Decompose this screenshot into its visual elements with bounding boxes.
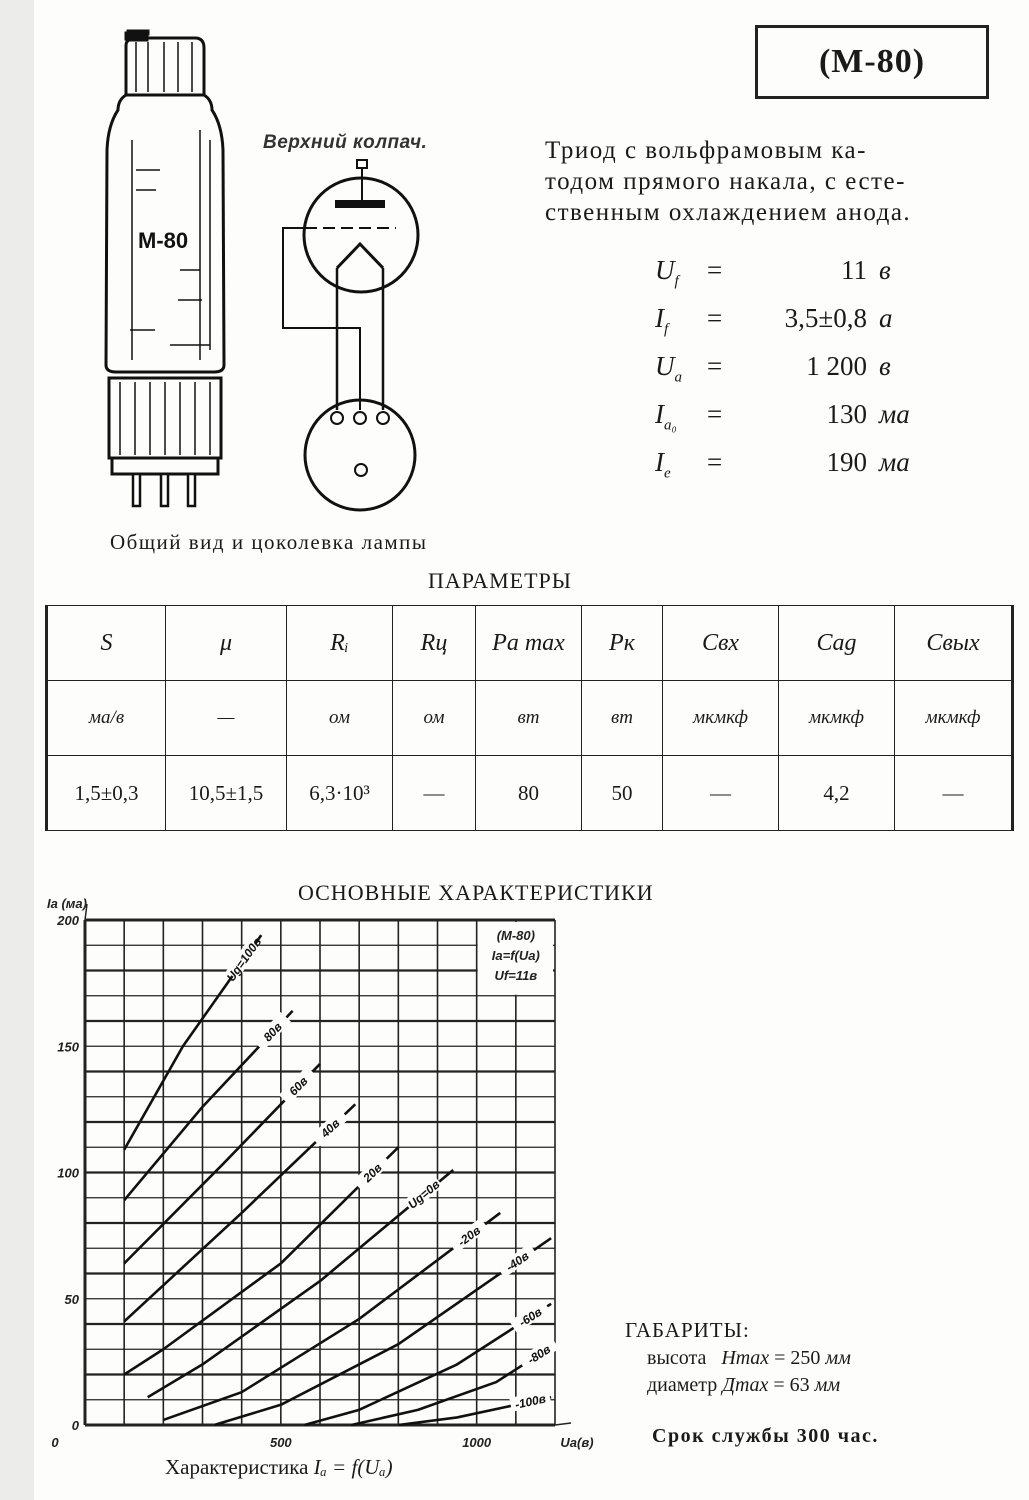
param-header-cell: Rᵢ [287, 606, 393, 681]
rating-row [655, 399, 910, 447]
curve-label: 20в [360, 1160, 385, 1186]
param-value-cell: 80 [476, 756, 582, 831]
anode-plate [335, 200, 385, 208]
table-header-row [47, 606, 1013, 681]
param-unit-cell: вт [476, 681, 582, 756]
x-tick-label: 500 [269, 1435, 292, 1450]
ratings-list [655, 255, 910, 495]
description-line: Триод с вольфрамовым ка- [545, 137, 867, 164]
tube-label: М-80 [138, 228, 189, 253]
param-header-cell: Cвых [895, 606, 1013, 681]
rating-unit: в [879, 351, 891, 381]
param-unit-cell: мкмкф [895, 681, 1013, 756]
param-value-cell: — [895, 756, 1013, 831]
page-edge-shadow [0, 0, 34, 1500]
curve-label: 80в [260, 1019, 285, 1045]
param-unit-cell: вт [582, 681, 663, 756]
param-value-cell: 4,2 [779, 756, 895, 831]
y-tick-label: 200 [57, 913, 79, 928]
param-header-cell: Cag [779, 606, 895, 681]
rating-unit: в [879, 255, 891, 285]
rating-unit: ма [879, 447, 910, 477]
curve-label: Ug=0в [405, 1177, 443, 1212]
rating-value: 190 [826, 447, 867, 477]
param-header-cell: Pк [582, 606, 663, 681]
rating-value: 1 200 [806, 351, 867, 381]
param-value-cell: 1,5±0,3 [47, 756, 166, 831]
param-unit-cell: ом [393, 681, 476, 756]
legend-line: Uf=11в [494, 968, 538, 983]
rating-row [655, 351, 910, 399]
diameter-symbol: Дmax [722, 1374, 769, 1396]
rating-symbol: $I_e$ [655, 447, 671, 482]
param-header-cell: Cвх [663, 606, 779, 681]
curve-label: -60в [516, 1304, 545, 1330]
rating-row [655, 255, 910, 303]
param-unit-cell: мкмкф [779, 681, 895, 756]
param-value-cell: 50 [582, 756, 663, 831]
rating-unit: ма [879, 399, 910, 429]
rating-equals: = [707, 303, 723, 333]
rating-equals: = [707, 399, 723, 429]
height-row [647, 1347, 851, 1370]
pinout-schematic [283, 160, 418, 510]
rating-row [655, 447, 910, 495]
x-axis-label: Ua(в) [560, 1435, 594, 1450]
rating-unit: а [879, 303, 893, 333]
table-units-row [47, 681, 1013, 756]
legend-line: (М-80) [496, 928, 535, 943]
diameter-label: диаметр [647, 1374, 718, 1396]
diameter-row [647, 1374, 851, 1397]
diameter-value: = 63 [773, 1374, 810, 1396]
param-header-cell: Rц [393, 606, 476, 681]
characteristics-title: ОСНОВНЫЕ ХАРАКТЕРИСТИКИ [298, 880, 654, 905]
y-tick-label: 50 [64, 1291, 79, 1307]
param-value-cell: 6,3·10³ [287, 756, 393, 831]
x-axis-arrow [555, 1423, 571, 1425]
parameters-title: ПАРАМЕТРЫ [428, 568, 572, 593]
param-unit-cell: мкмкф [663, 681, 779, 756]
service-life: Срок службы 300 час. [652, 1425, 879, 1447]
rating-value: 11 [841, 255, 867, 285]
tube-code-box [755, 25, 989, 99]
dimensions-title: ГАБАРИТЫ: [625, 1318, 750, 1342]
height-label: высота [647, 1347, 707, 1369]
chart-caption-formula: Iₐ = f(Uₐ) [313, 1455, 393, 1479]
rating-equals: = [707, 447, 723, 477]
curve-label: -20в [455, 1223, 484, 1250]
filament [337, 244, 383, 268]
description-line: ственным охлаждением анода. [545, 199, 912, 226]
height-value: = 250 [774, 1347, 821, 1369]
param-header-cell: Pa max [476, 606, 582, 681]
x-tick-label: 1000 [462, 1435, 492, 1450]
tube-drawing [106, 30, 224, 506]
height-symbol: Hmax [721, 1347, 770, 1369]
rating-symbol: $U_a$ [655, 351, 682, 386]
tube-description [545, 135, 985, 228]
param-unit-cell: ом [287, 681, 393, 756]
rating-symbol: $I_{a_0}$ [655, 399, 677, 434]
rating-symbol: $I_f$ [655, 303, 669, 338]
diameter-unit: мм [814, 1374, 841, 1396]
dimensions-block [625, 1318, 851, 1397]
figure-caption: Общий вид и цоколевка лампы [110, 530, 428, 554]
param-value-cell: — [393, 756, 476, 831]
curve--20в [163, 1213, 500, 1420]
curve-label: -40в [503, 1248, 532, 1275]
rating-value: 3,5±0,8 [784, 303, 867, 333]
curve-label: 40в [317, 1116, 343, 1141]
param-header-cell: S [47, 606, 166, 681]
description-line: тодом прямого накала, с есте- [545, 168, 906, 195]
rating-symbol: $U_f$ [655, 255, 679, 290]
curve-label: -100в [513, 1391, 548, 1412]
param-unit-cell: — [166, 681, 287, 756]
curve-label: 60в [286, 1073, 311, 1099]
y-tick-label: 0 [71, 1418, 79, 1433]
y-tick-label: 150 [57, 1039, 79, 1055]
parameters-table [45, 605, 1014, 831]
param-value-cell: — [663, 756, 779, 831]
characteristics-chart [30, 890, 595, 1455]
chart-caption [165, 1455, 393, 1480]
curve-label: Ug=100в [223, 935, 265, 985]
legend-line: Iа=f(Uа) [491, 948, 540, 963]
param-header-cell: μ [166, 606, 287, 681]
height-unit: мм [825, 1347, 851, 1369]
tube-illustration [60, 20, 480, 530]
rating-value: 130 [826, 399, 867, 429]
top-cap-label: Верхний колпач. [263, 132, 428, 153]
x-tick-label: 0 [51, 1435, 59, 1450]
param-unit-cell: ма/в [47, 681, 166, 756]
rating-equals: = [707, 351, 723, 381]
rating-row [655, 303, 910, 351]
curve-label: -80в [524, 1341, 554, 1368]
param-value-cell: 10,5±1,5 [166, 756, 287, 831]
table-values-row [47, 756, 1013, 831]
chart-caption-prefix: Характеристика [165, 1455, 309, 1479]
y-tick-label: 100 [57, 1165, 79, 1181]
y-axis-label: Ia (ма) [47, 896, 87, 911]
rating-equals: = [707, 255, 723, 285]
tube-code: (М-80) [818, 43, 926, 80]
